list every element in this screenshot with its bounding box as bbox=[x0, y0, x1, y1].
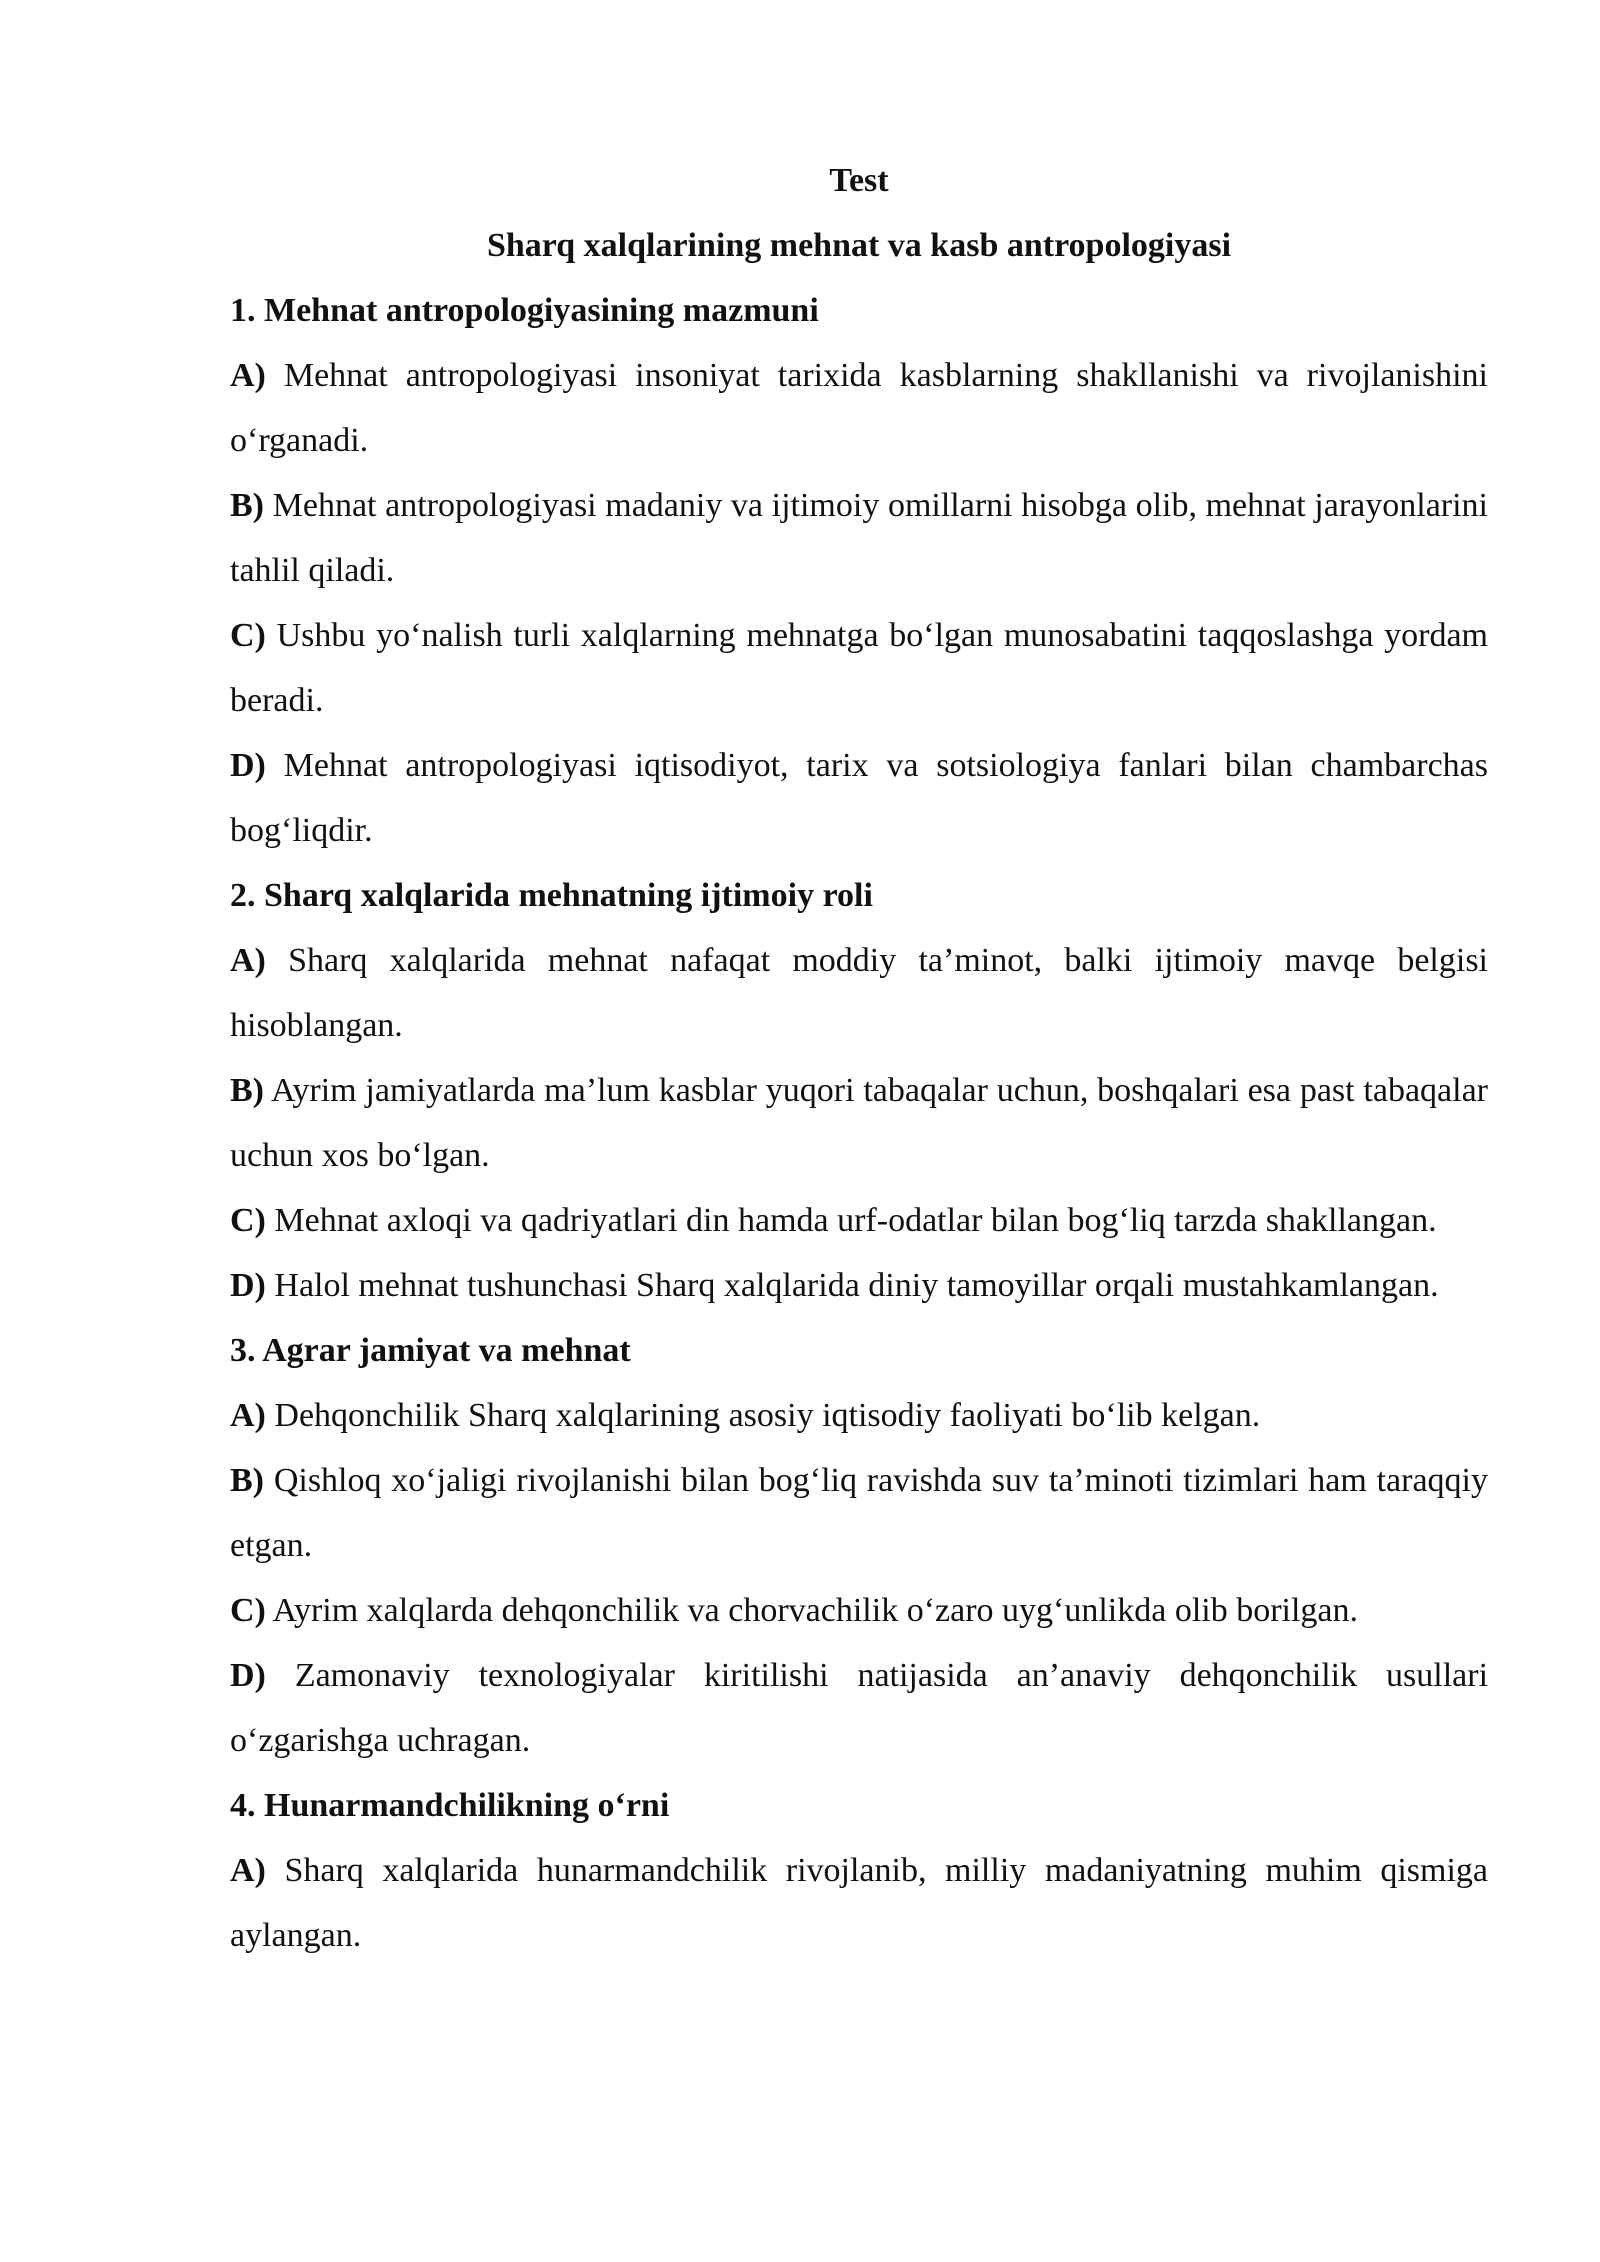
question-heading: 1. Mehnat antropologiyasining mazmuni bbox=[230, 292, 819, 329]
option-text: Sharq xalqlarida mehnat nafaqat moddiy ta’minot, balki ijtimoiy mavqe belgisi hisoblangan. bbox=[230, 942, 1488, 1044]
question-block bbox=[230, 863, 1488, 1318]
document-subtitle: Sharq xalqlarining mehnat va kasb antropologiyasi bbox=[486, 227, 1232, 264]
option-letter: B) bbox=[230, 1072, 264, 1109]
answer-option bbox=[230, 1253, 1488, 1318]
option-letter: B) bbox=[230, 1462, 264, 1499]
answer-option bbox=[230, 1383, 1488, 1448]
answer-option bbox=[230, 343, 1488, 473]
option-text: Qishloq xo‘jaligi rivojlanishi bilan bog‘liq ravishda suv ta’minoti tizimlari ham taraqqiy etgan. bbox=[230, 1462, 1489, 1564]
answer-option bbox=[230, 1448, 1488, 1578]
option-letter: C) bbox=[230, 1202, 266, 1239]
option-letter: A) bbox=[230, 357, 266, 394]
question-heading: 3. Agrar jamiyat va mehnat bbox=[230, 1332, 631, 1369]
option-text: Ayrim xalqlarda dehqonchilik va chorvachilik o‘zaro uyg‘unlikda olib borilgan. bbox=[272, 1592, 1359, 1629]
option-text: Ushbu yo‘nalish turli xalqlarning mehnatga bo‘lgan munosabatini taqqoslashga yordam beradi. bbox=[230, 617, 1488, 719]
option-letter: D) bbox=[230, 1657, 266, 1694]
option-text: Halol mehnat tushunchasi Sharq xalqlarida diniy tamoyillar orqali mustahkamlangan. bbox=[274, 1267, 1439, 1304]
answer-option bbox=[230, 1058, 1488, 1188]
answer-option bbox=[230, 1838, 1488, 1968]
option-letter: B) bbox=[230, 487, 264, 524]
option-letter: A) bbox=[230, 942, 266, 979]
option-letter: A) bbox=[230, 1397, 266, 1434]
document-page bbox=[230, 148, 1488, 1968]
option-text: Sharq xalqlarida hunarmandchilik rivojlanib, milliy madaniyatning muhim qismiga aylangan. bbox=[230, 1852, 1488, 1954]
question-heading: 2. Sharq xalqlarida mehnatning ijtimoiy roli bbox=[230, 877, 873, 914]
option-letter: D) bbox=[230, 1267, 266, 1304]
question-heading: 4. Hunarmandchilikning o‘rni bbox=[230, 1787, 670, 1824]
answer-option bbox=[230, 733, 1488, 863]
option-letter: D) bbox=[230, 747, 266, 784]
option-text: Mehnat axloqi va qadriyatlari din hamda urf-odatlar bilan bog‘liq tarzda shakllangan. bbox=[274, 1202, 1437, 1239]
answer-option bbox=[230, 1578, 1488, 1643]
document-title: Test bbox=[829, 162, 889, 199]
answer-option bbox=[230, 603, 1488, 733]
option-text: Mehnat antropologiyasi iqtisodiyot, tarix va sotsiologiya fanlari bilan chambarchas bog‘liqdir. bbox=[230, 747, 1489, 849]
answer-option bbox=[230, 928, 1488, 1058]
answer-option bbox=[230, 473, 1488, 603]
option-text: Mehnat antropologiyasi insoniyat tarixida kasblarning shakllanishi va rivojlanishini o‘rganadi. bbox=[230, 357, 1488, 459]
option-text: Dehqonchilik Sharq xalqlarining asosiy iqtisodiy faoliyati bo‘lib kelgan. bbox=[274, 1397, 1261, 1434]
option-text: Ayrim jamiyatlarda ma’lum kasblar yuqori tabaqalar uchun, boshqalari esa past tabaqalar uchun xos bo‘lgan. bbox=[230, 1072, 1489, 1174]
question-block bbox=[230, 1773, 1488, 1968]
answer-option bbox=[230, 1188, 1488, 1253]
option-letter: A) bbox=[230, 1852, 266, 1889]
question-block bbox=[230, 1318, 1488, 1773]
answer-option bbox=[230, 1643, 1488, 1773]
question-block bbox=[230, 278, 1488, 863]
option-letter: C) bbox=[230, 617, 266, 654]
option-text: Mehnat antropologiyasi madaniy va ijtimoiy omillarni hisobga olib, mehnat jarayonlarini tahlil qiladi. bbox=[230, 487, 1488, 589]
option-text: Zamonaviy texnologiyalar kiritilishi natijasida an’anaviy dehqonchilik usullari o‘zgarishga uchragan. bbox=[230, 1657, 1489, 1759]
option-letter: C) bbox=[230, 1592, 266, 1629]
